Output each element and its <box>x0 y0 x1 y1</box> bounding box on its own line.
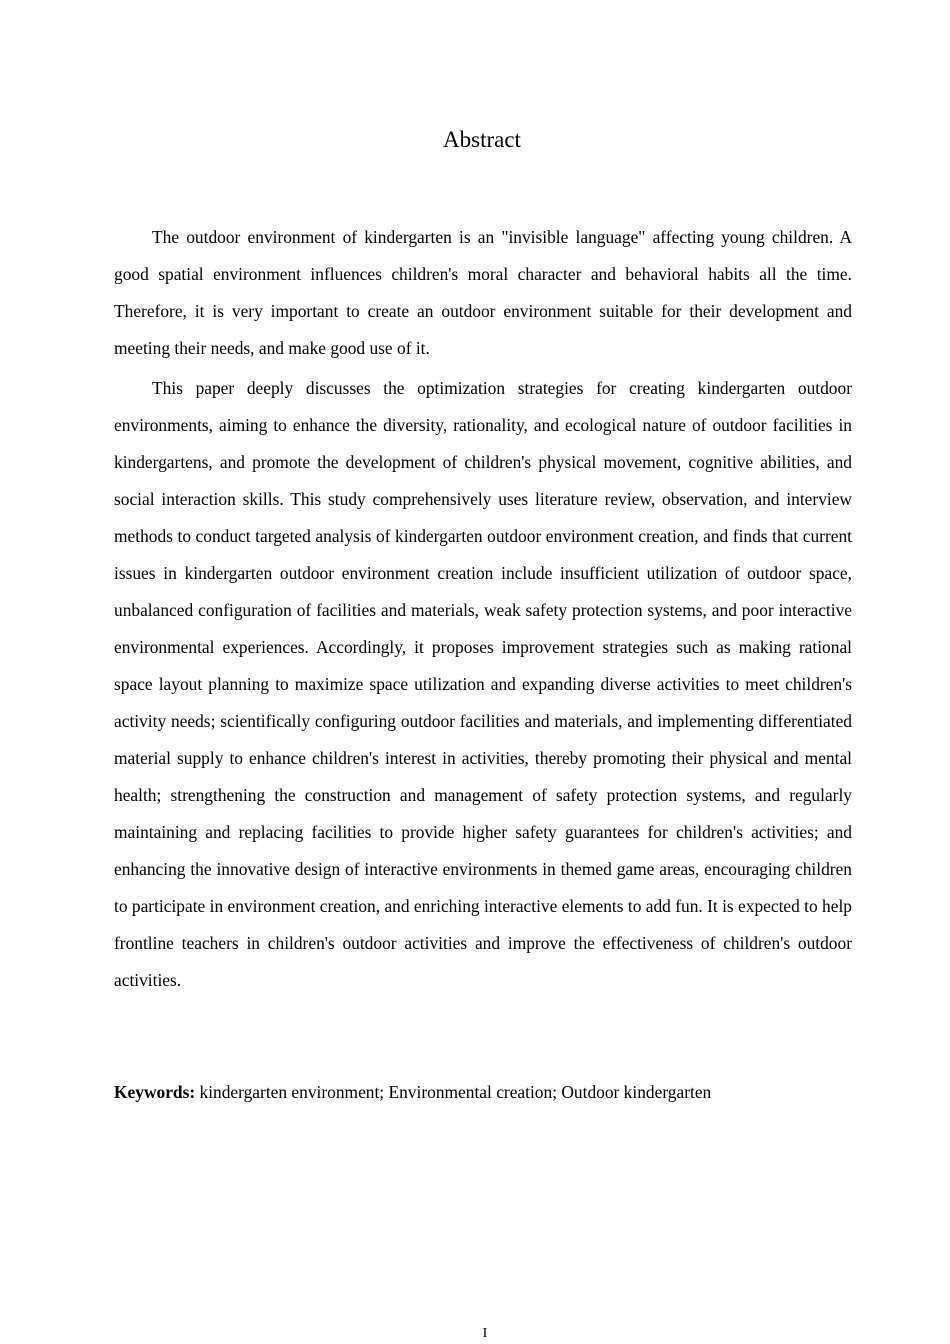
abstract-body <box>114 219 852 999</box>
abstract-paragraph-1: The outdoor environment of kindergarten is an "invisible language" affecting young children. A good spatial environment influences children's moral character and behavioral habits all the time. Therefore, it is very important to create an outdoor environment suitable for their development and meeting their needs, and make good use of it. <box>114 227 852 358</box>
page-number: I <box>482 1326 488 1341</box>
abstract-paragraph-2: This paper deeply discusses the optimization strategies for creating kindergarten outdoor environments, aiming to enhance the diversity, rationality, and ecological nature of outdoor facilities in kindergartens, and promote the development of children's physical movement, cognitive abilities, and social interaction skills. This study comprehensively uses literature review, observation, and interview methods to conduct targeted analysis of kindergarten outdoor environment creation, and finds that current issues in kindergarten outdoor environment creation include insufficient utilization of outdoor space, unbalanced configuration of facilities and materials, weak safety protection systems, and poor interactive environmental experiences. Accordingly, it proposes improvement strategies such as making rational space layout planning to maximize space utilization and expanding diverse activities to meet children's activity needs; scientifically configuring outdoor facilities and materials, and implementing differentiated material supply to enhance children's interest in activities, thereby promoting their physical and mental health; strengthening the construction and management of safety protection systems, and regularly maintaining and replacing facilities to provide higher safety guarantees for children's activities; and enhancing the innovative design of interactive environments in themed game areas, encouraging children to participate in environment creation, and enriching interactive elements to add fun. It is expected to help frontline teachers in children's outdoor activities and improve the effectiveness of children's outdoor activities. <box>114 378 852 990</box>
keywords-text: kindergarten environment; Environmental creation; Outdoor kindergarten <box>195 1082 712 1102</box>
keywords-line <box>114 1074 852 1111</box>
keywords-label: Keywords: <box>114 1082 196 1102</box>
abstract-title: Abstract <box>443 127 521 152</box>
